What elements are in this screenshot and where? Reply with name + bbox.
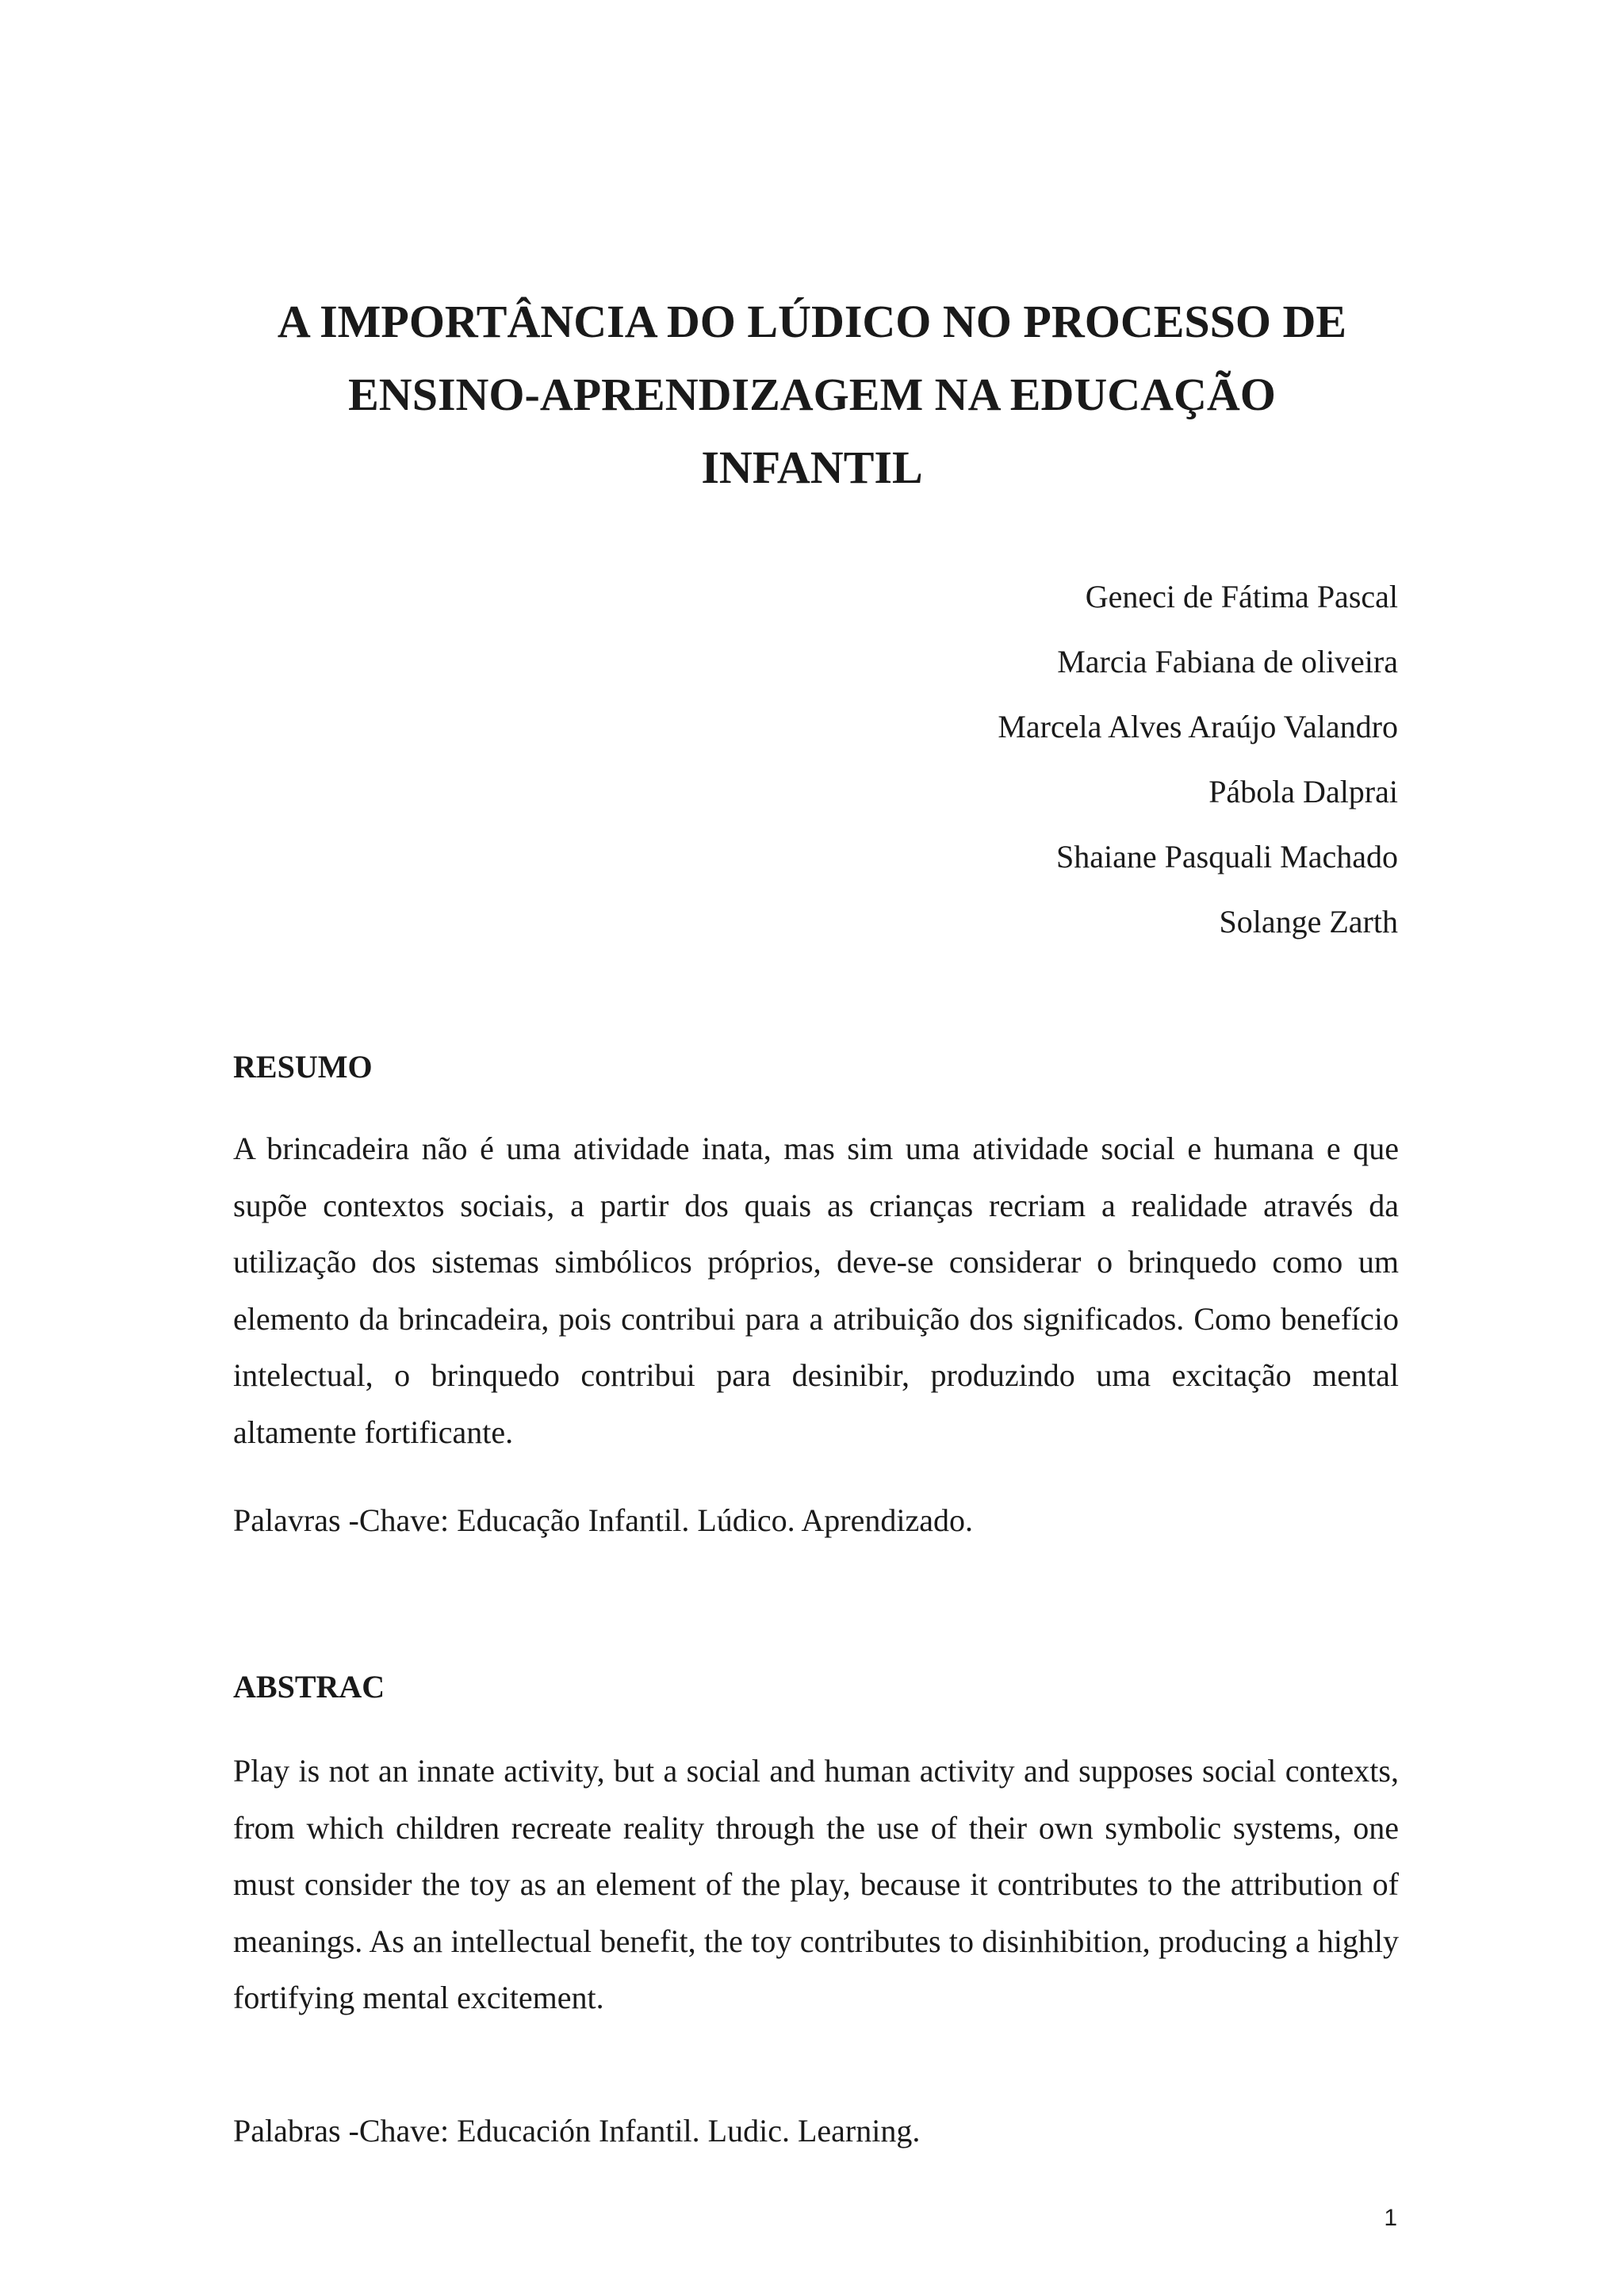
author-name: Marcia Fabiana de oliveira (1057, 644, 1398, 679)
title-line-1: A IMPORTÂNCIA DO LÚDICO NO PROCESSO DE (277, 296, 1347, 347)
title-line-2: ENSINO-APRENDIZAGEM NA EDUCAÇÃO (348, 369, 1276, 420)
resumo-heading: RESUMO (233, 1049, 373, 1085)
resumo-text: A brincadeira não é uma atividade inata, mas sim uma atividade social e humana e que supõe contextos sociais, a partir dos quais as crianças recriam a realidade através da utilização dos sistemas simbólicos próprios, deve-se considerar o brinquedo como um elemento da brincadeira, pois contribui para a atribuição dos significados. Como benefício intelectual, o brinquedo contribui para desinibir, produzindo uma excitação mental altamente fortificante. (233, 1131, 1399, 1450)
abstract-heading: ABSTRAC (233, 1669, 385, 1705)
author-name: Solange Zarth (1219, 904, 1398, 939)
author-name: Shaiane Pasquali Machado (1056, 839, 1398, 874)
title-line-3: INFANTIL (701, 442, 923, 493)
author-list (998, 564, 1398, 955)
abstract-text: Play is not an innate activity, but a social and human activity and supposes social contexts, from which children recreate reality through the use of their own symbolic systems, one must consider the toy as an element of the play, because it contributes to the attribution of meanings. As an intellectual benefit, the toy contributes to disinhibition, producing a highly fortifying mental excitement. (233, 1753, 1399, 2015)
author-name: Pábola Dalprai (1208, 774, 1398, 809)
author-name: Geneci de Fátima Pascal (1085, 579, 1398, 614)
author-name: Marcela Alves Araújo Valandro (998, 709, 1398, 744)
page-number: 1 (1384, 2205, 1397, 2231)
resumo-keywords: Palavras -Chave: Educação Infantil. Lúdico. Aprendizado. (233, 1502, 973, 1538)
abstract-keywords: Palabras -Chave: Educación Infantil. Ludic. Learning. (233, 2113, 921, 2149)
paper-title (127, 285, 1497, 504)
